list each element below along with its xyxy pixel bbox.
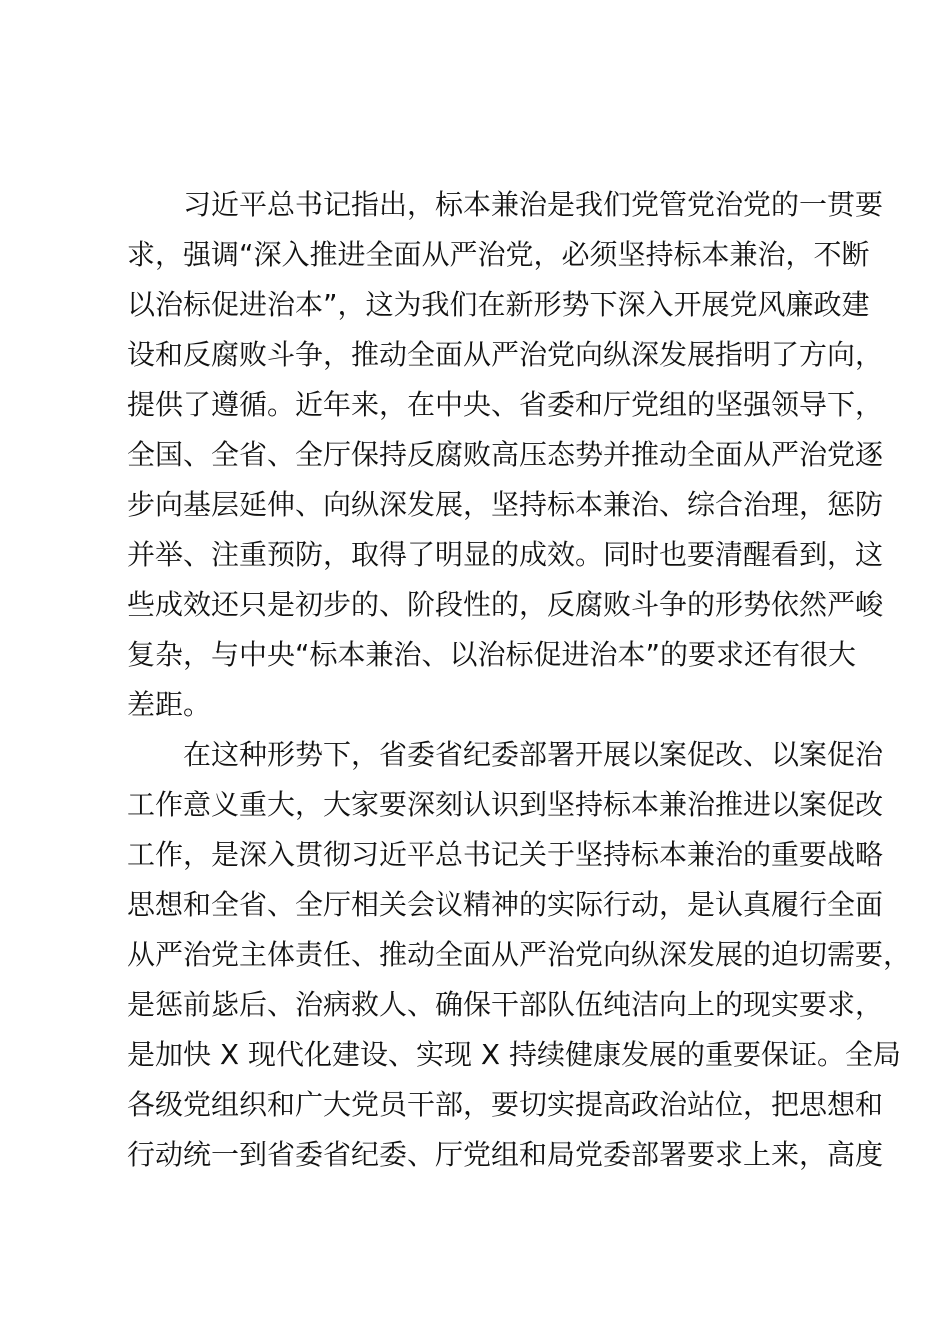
paragraph-2 (127, 730, 912, 1180)
text-line: 从严治党主体责任、推动全面从严治党向纵深发展的迫切需要， (127, 938, 912, 971)
text-line: 提供了遵循。近年来，在中央、省委和厅党组的坚强领导下， (127, 388, 884, 421)
text-line: 工作意义重大，大家要深刻认识到坚持标本兼治推进以案促改 (127, 788, 884, 821)
text-line: 行动统一到省委省纪委、厅党组和局党委部署要求上来，高度 (127, 1138, 884, 1171)
text-line: 求，强调“深入推进全面从严治党，必须坚持标本兼治，不断 (127, 238, 870, 271)
paragraph-1 (127, 180, 884, 730)
text-line: 在这种形势下，省委省纪委部署开展以案促改、以案促治 (183, 738, 884, 771)
text-line: 复杂，与中央“标本兼治、以治标促进治本”的要求还有很大 (127, 638, 857, 671)
text-line: 习近平总书记指出，标本兼治是我们党管党治党的一贯要 (183, 188, 884, 221)
text-line: 是加快 X 现代化建设、实现 X 持续健康发展的重要保证。全局 (127, 1038, 901, 1071)
text-line: 是惩前毖后、治病救人、确保干部队伍纯洁向上的现实要求， (127, 988, 884, 1021)
text-line: 并举、注重预防，取得了明显的成效。同时也要清醒看到，这 (127, 538, 884, 571)
text-line: 设和反腐败斗争，推动全面从严治党向纵深发展指明了方向， (127, 338, 884, 371)
text-line: 思想和全省、全厅相关会议精神的实际行动，是认真履行全面 (127, 888, 884, 921)
text-line: 差距。 (127, 688, 212, 721)
text-line: 步向基层延伸、向纵深发展，坚持标本兼治、综合治理，惩防 (127, 488, 884, 521)
text-line: 全国、全省、全厅保持反腐败高压态势并推动全面从严治党逐 (127, 438, 884, 471)
document-body (127, 180, 912, 1180)
text-line: 以治标促进治本”，这为我们在新形势下深入开展党风廉政建 (127, 288, 870, 321)
text-line: 些成效还只是初步的、阶段性的，反腐败斗争的形势依然严峻 (127, 588, 884, 621)
text-line: 工作，是深入贯彻习近平总书记关于坚持标本兼治的重要战略 (127, 838, 884, 871)
text-line: 各级党组织和广大党员干部，要切实提高政治站位，把思想和 (127, 1088, 884, 1121)
